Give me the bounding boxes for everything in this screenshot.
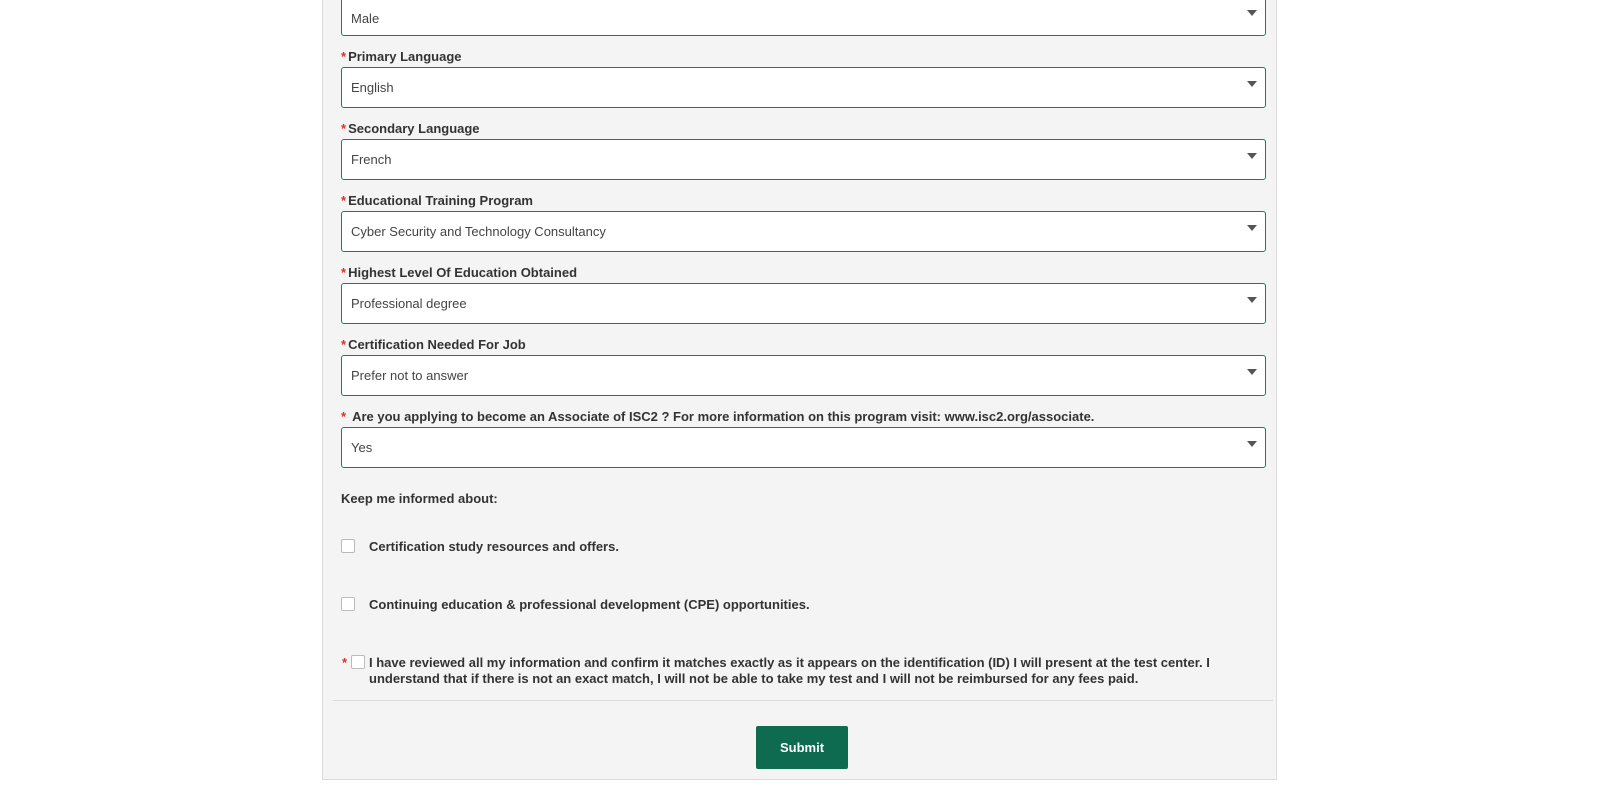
primary-language-label bbox=[341, 49, 462, 65]
secondary-language-value: French bbox=[351, 152, 392, 167]
required-marker: * bbox=[341, 49, 347, 64]
primary-language-value: English bbox=[351, 80, 394, 95]
keep-informed-heading: Keep me informed about: bbox=[341, 491, 498, 506]
required-marker: * bbox=[342, 655, 348, 670]
educational-training-program-select[interactable] bbox=[341, 211, 1266, 252]
certification-needed-label-text: Certification Needed For Job bbox=[348, 337, 526, 352]
chevron-down-icon bbox=[1247, 441, 1257, 447]
confirm-information-checkbox[interactable] bbox=[351, 655, 365, 669]
highest-education-select[interactable] bbox=[341, 283, 1266, 324]
chevron-down-icon bbox=[1247, 153, 1257, 159]
required-marker: * bbox=[341, 409, 347, 424]
associate-label bbox=[341, 409, 1094, 425]
associate-select[interactable] bbox=[341, 427, 1266, 468]
primary-language-label-text: Primary Language bbox=[348, 49, 462, 64]
submit-button[interactable]: Submit bbox=[756, 726, 848, 769]
certification-needed-label bbox=[341, 337, 526, 353]
educational-training-program-label bbox=[341, 193, 533, 209]
gender-value: Male bbox=[351, 11, 380, 26]
educational-training-program-value: Cyber Security and Technology Consultancy bbox=[351, 224, 606, 239]
gender-select[interactable] bbox=[341, 0, 1266, 36]
educational-training-program-label-text: Educational Training Program bbox=[348, 193, 533, 208]
chevron-down-icon bbox=[1247, 369, 1257, 375]
required-marker: * bbox=[341, 265, 347, 280]
study-resources-label[interactable]: Certification study resources and offers. bbox=[369, 539, 619, 554]
secondary-language-select[interactable] bbox=[341, 139, 1266, 180]
study-resources-checkbox[interactable] bbox=[341, 539, 355, 553]
cpe-opportunities-checkbox[interactable] bbox=[341, 597, 355, 611]
highest-education-label-text: Highest Level Of Education Obtained bbox=[348, 265, 578, 280]
highest-education-label bbox=[341, 265, 577, 281]
confirm-information-text: I have reviewed all my information and confirm it matches exactly as it appears on the identification (ID) I will present at the test center. I understand that if there is not an exact match, I will not be able to take my test and I will not be reimbursed for any fees paid. bbox=[369, 655, 1210, 686]
cpe-opportunities-label[interactable]: Continuing education & professional development (CPE) opportunities. bbox=[369, 597, 810, 612]
certification-needed-select[interactable] bbox=[341, 355, 1266, 396]
form-divider bbox=[333, 700, 1273, 701]
associate-label-text: Are you applying to become an Associate of ISC2 ? For more information on this program visit: www.isc2.org/associate. bbox=[352, 409, 1095, 424]
chevron-down-icon bbox=[1247, 225, 1257, 231]
secondary-language-label-text: Secondary Language bbox=[348, 121, 480, 136]
primary-language-select[interactable] bbox=[341, 67, 1266, 108]
required-marker: * bbox=[341, 121, 347, 136]
required-marker: * bbox=[341, 337, 347, 352]
associate-value: Yes bbox=[351, 440, 373, 455]
required-marker: * bbox=[341, 193, 347, 208]
chevron-down-icon bbox=[1247, 81, 1257, 87]
chevron-down-icon bbox=[1247, 10, 1257, 16]
secondary-language-label bbox=[341, 121, 480, 137]
chevron-down-icon bbox=[1247, 297, 1257, 303]
certification-needed-value: Prefer not to answer bbox=[351, 368, 469, 383]
highest-education-value: Professional degree bbox=[351, 296, 467, 311]
